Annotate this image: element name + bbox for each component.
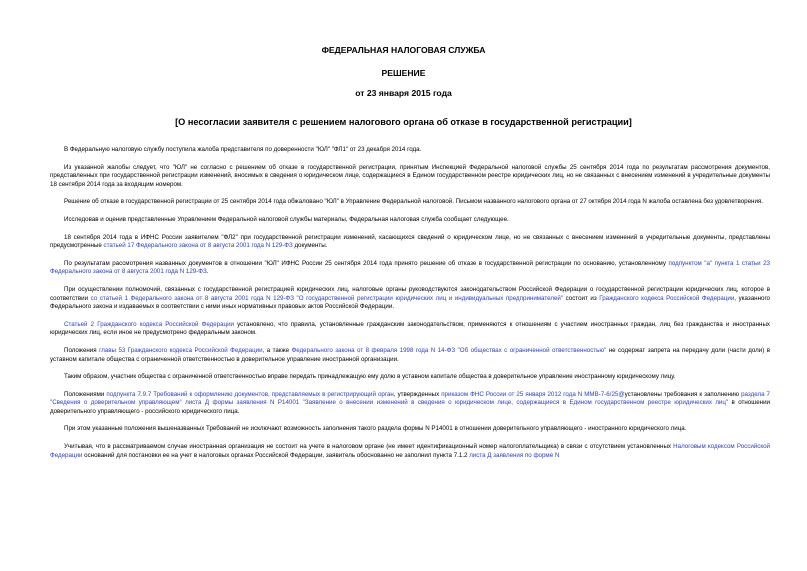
paragraph — [50, 198, 770, 207]
legal-reference-link[interactable]: Федерального закона от 8 февраля 1998 года N 14-ФЗ "Об обществах с ограниченной ответственностью" — [291, 346, 607, 354]
legal-reference-link[interactable]: главы 53 Гражданского кодекса Российской Федерации — [99, 346, 263, 354]
paragraph — [50, 234, 770, 251]
paragraph-text: , а также — [262, 346, 292, 354]
paragraph-text: . — [206, 268, 209, 276]
paragraph-text: Решение об отказе в государственной регистрации от 25 сентября 2014 года обжаловано "ЮЛ" в Управление Федеральной налоговой. Письмом названного налогового органа от 27 октября 2014 года N жалоба оставлена без удовлетворения. — [64, 198, 763, 206]
legal-reference-link[interactable]: Налоговым кодексом Российской Федерации — [50, 443, 770, 459]
paragraph-text: Исследовав и оценив представленные Управлением Федеральной налоговой службы материалы, Федеральная налоговая служба сообщает следующее. — [64, 215, 509, 223]
legal-reference-link[interactable]: Гражданского кодекса Российской Федерации — [599, 294, 735, 302]
paragraph — [50, 146, 770, 155]
document-subject: [О несогласии заявителя с решением налогового органа об отказе в государственной регистрации] — [175, 117, 632, 127]
legal-reference-link[interactable]: статьей 17 Федерального закона от 8 августа 2001 года N 129-ФЗ — [103, 242, 293, 250]
paragraph — [50, 391, 770, 417]
legal-reference-link[interactable]: приказом ФНС России от 25 января 2012 года N ММВ-7-6/25@ — [441, 390, 625, 398]
paragraph — [50, 425, 770, 434]
legal-reference-link[interactable]: листа Д заявления по форме N — [469, 451, 560, 459]
paragraph-text: Положения — [64, 346, 100, 354]
paragraph-text: состоит из — [563, 294, 600, 302]
legal-reference-link[interactable]: раздела 7 "Сведения о доверительном управляющем" листа Д формы заявления N Р14001 "Заявление о внесении изменений в сведения о юридическом лице, содержащиеся в Едином государственном реестре юридических лиц" — [50, 390, 770, 407]
paragraph — [50, 216, 770, 225]
document-type-heading: РЕШЕНИЕ — [381, 68, 426, 78]
paragraph-text: При осуществлении полномочий, связанных с государственной регистрацией юридических лиц, налоговые органы руководствуются законодательством Российской Федерации о государственной регистрации юридических лиц, которое в соответствии — [50, 285, 770, 302]
document-date: от 23 января 2015 года — [355, 88, 452, 98]
paragraph-text: документы. — [292, 242, 328, 250]
paragraph-text: Положениями — [64, 390, 107, 398]
paragraph-text: , утвержденных — [393, 390, 442, 398]
paragraph-text: оснований для постановки ее на учет в налоговых органах Российской Федерации, заявитель обоснованно не заполнил пункта 7.1.2 — [82, 451, 470, 459]
paragraph-text: установлены требования к заполнению — [624, 390, 742, 398]
paragraph-text: 18 сентября 2014 года в ИФНС России заявителем "ФЛ2" при государственной регистрации изменений, касающихся сведений о юридическом лице, но не связанных с внесением изменений в учредительные документы, представлены предусмотренные — [50, 233, 770, 250]
paragraph-text: По результатам рассмотрения названных документов в отношении "ЮЛ" ИФНС России 25 сентября 2014 года принято решение об отказе в государственной регистрации по основанию, установленному — [64, 259, 669, 267]
paragraph — [50, 286, 770, 312]
legal-reference-link[interactable]: со статьей 1 Федерального закона от 8 августа 2001 года N 129-ФЗ "О государственной регистрации юридических лиц и индивидуальных предпринимателей" — [90, 294, 564, 302]
paragraph — [50, 260, 770, 277]
paragraph — [50, 347, 770, 364]
legal-reference-link[interactable]: подпункта 7.9.7 Требований к оформлению документов, представляемых в регистрирующий орган — [106, 390, 394, 398]
paragraph-text: не содержат запрета на передачу доли (части доли) в уставном капитале общества с ограниченной ответственностью в доверительное управление иностранной организации. — [50, 346, 771, 363]
legal-reference-link[interactable]: Статьей 2 Гражданского кодекса Российской Федерации — [64, 320, 235, 328]
paragraph-text: Из указанной жалобы следует, что "ЮЛ" не согласно с решением об отказе в государственной регистрации, принятым Инспекцией Федеральной налоговой службы 25 сентября 2014 года по результатам рассмотрения документов, представленных при государственной регистрации изменений, вносимых в сведения о юридическом лице, содержащиеся в Едином государственном реестре юридических лиц, но не связанных с внесением изменений в учредительные документы 18 сентября 2014 года за входящим номером. — [50, 163, 770, 188]
paragraph-text: В Федеральную налоговую службу поступила жалоба представителя по доверенности "ЮЛ" "ФЛ1" от 23 декабря 2014 года. — [64, 146, 422, 153]
paragraph-text: Таким образом, участник общества с ограниченной ответственностью вправе передать принадлежащую ему долю в уставном капитале общества в доверительное управление иностранному юридическому лицу. — [64, 373, 676, 381]
document-body — [50, 146, 770, 469]
paragraph-text: в отношении доверительного управляющего - российского юридического лица. — [50, 399, 770, 415]
legal-reference-link[interactable]: подпунктом "а" пункта 1 статьи 23 Федерального закона от 8 августа 2001 года N 129-ФЗ — [50, 259, 770, 276]
paragraph — [50, 164, 770, 190]
paragraph-text: Учитывая, что в рассматриваемом случае иностранная организация не состоит на учете в налоговом органе (не имеет идентификационный номер налогоплательщика) в связи с отсутствием установленных — [64, 443, 674, 451]
paragraph — [50, 373, 770, 382]
paragraph-text: установлено, что правила, установленные гражданским законодательством, применяются к отношениям с участием иностранных граждан, лиц без гражданства и иностранных юридических лиц, если иное не предусмотрено федеральным законом. — [50, 320, 770, 337]
paragraph — [50, 443, 770, 460]
organization-heading: ФЕДЕРАЛЬНАЯ НАЛОГОВАЯ СЛУЖБА — [321, 45, 486, 55]
paragraph — [50, 321, 770, 338]
paragraph-text: , указанного Федерального закона и издаваемых в соответствии с ними иных нормативных правовых актов Российской Федерации. — [50, 294, 771, 311]
paragraph-text: При этом указанные положения вышеназванных Требований не исключают возможность заполнения такого раздела формы N Р14001 в отношении доверительного управляющего - иностранного юридического лица. — [64, 425, 687, 433]
